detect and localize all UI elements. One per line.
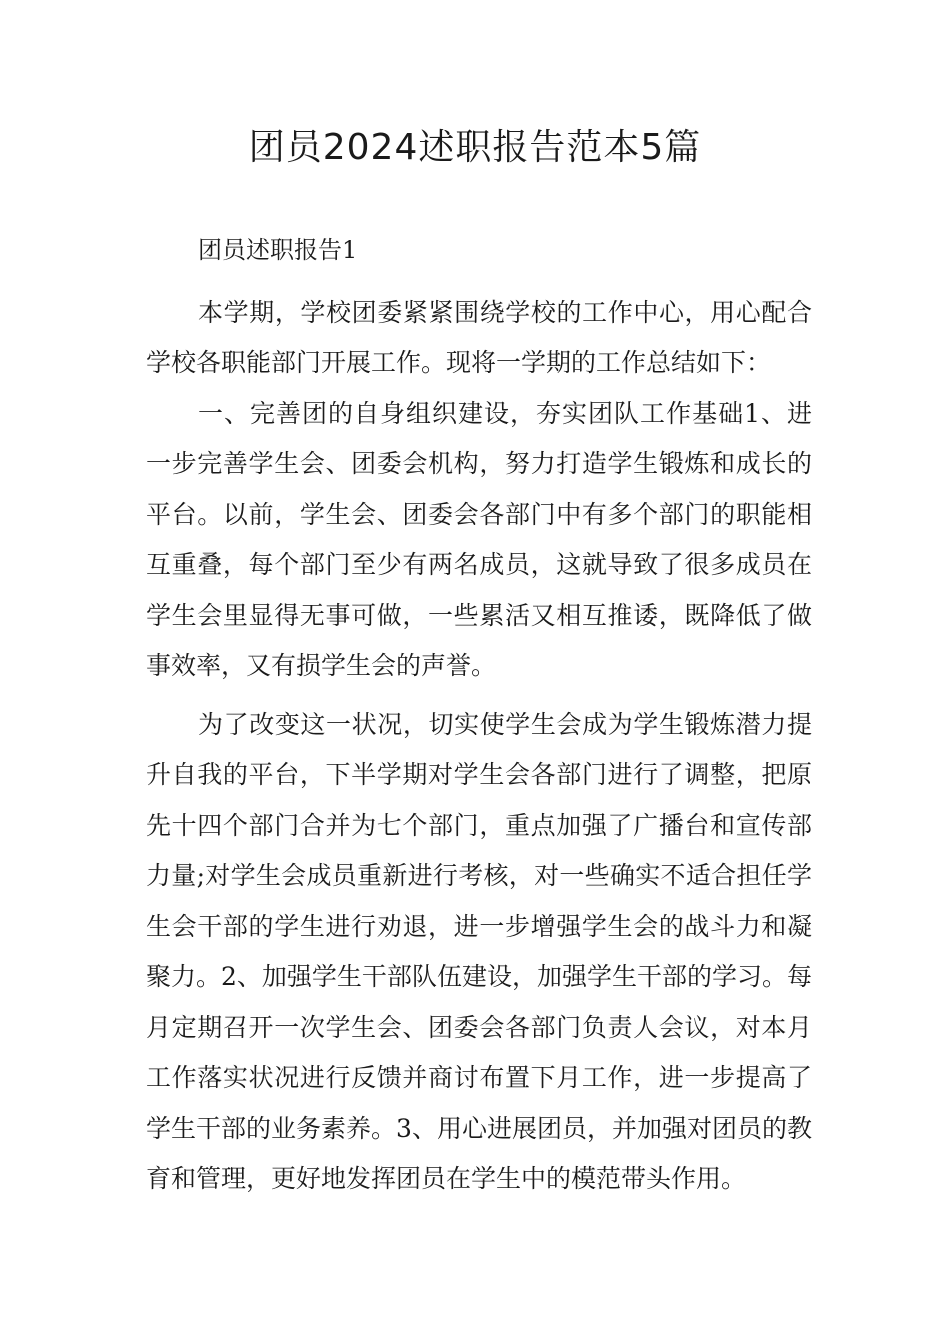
section-heading: 团员述职报告1 bbox=[198, 236, 358, 264]
document-body bbox=[146, 225, 812, 1205]
paragraph-organization: 一、完善团的自身组织建设，夯实团队工作基础1、进一步完善学生会、团委会机构，努力打造学生锻炼和成长的平台。以前，学生会、团委会各部门中有多个部门的职能相互重叠，每个部门至少有两名成员，这就导致了很多成员在学生会里显得无事可做，一些累活又相互推诿，既降低了做事效率，又有损学生会的声誉。 bbox=[146, 398, 812, 680]
paragraph-intro: 本学期，学校团委紧紧围绕学校的工作中心，用心配合学校各职能部门开展工作。现将一学期的工作总结如下： bbox=[146, 297, 812, 377]
paragraph-reform: 为了改变这一状况，切实使学生会成为学生锻炼潜力提升自我的平台，下半学期对学生会各部门进行了调整，把原先十四个部门合并为七个部门，重点加强了广播台和宣传部力量;对学生会成员重新进行考核，对一些确实不适合担任学生会干部的学生进行劝退，进一步增强学生会的战斗力和凝聚力。2、加强学生干部队伍建设，加强学生干部的学习。每月定期召开一次学生会、团委会各部门负责人会议，对本月工作落实状况进行反馈并商讨布置下月工作，进一步提高了学生干部的业务素养。3、用心进展团员，并加强对团员的教育和管理，更好地发挥团员在学生中的模范带头作用。 bbox=[146, 709, 812, 1193]
document-title: 团员2024述职报告范本5篇 bbox=[248, 127, 702, 168]
